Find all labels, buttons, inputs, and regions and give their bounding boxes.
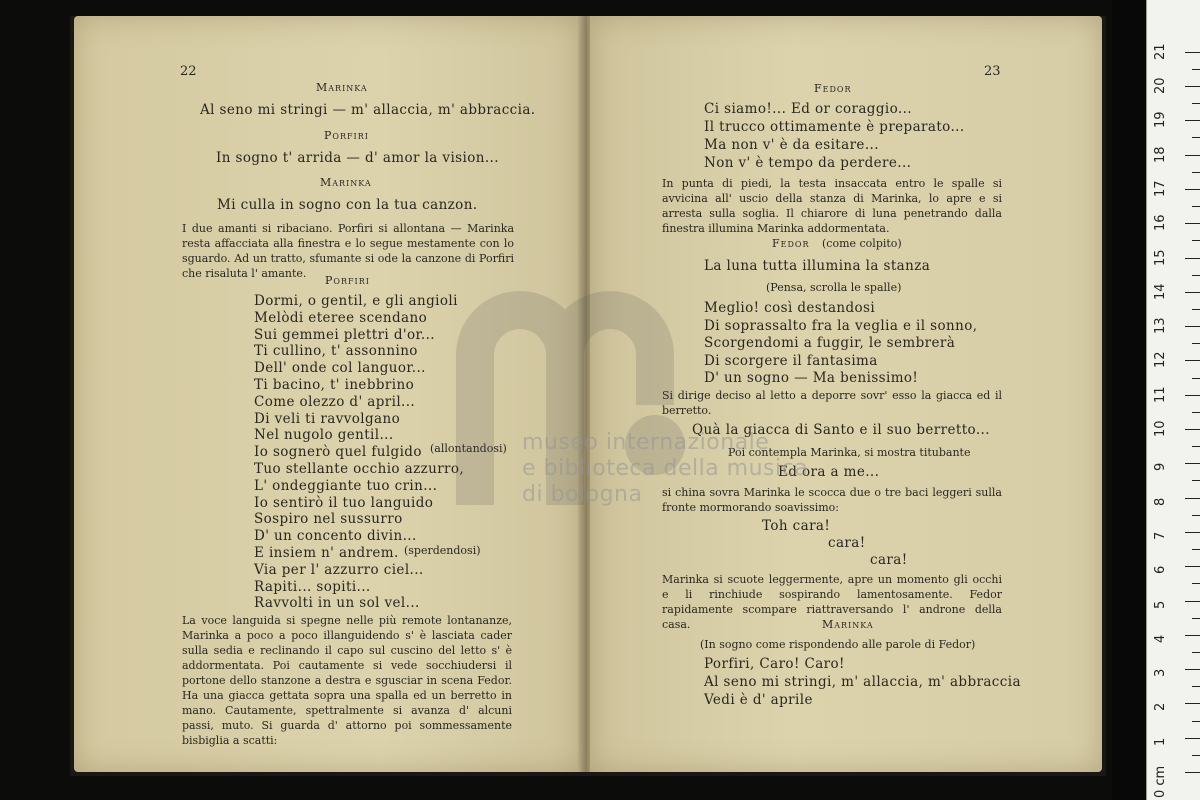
ruler-tick <box>1185 258 1200 259</box>
ruler-tick <box>1192 583 1200 584</box>
ruler-number: 14 <box>1153 283 1168 300</box>
ruler-number: 4 <box>1153 634 1168 643</box>
ruler-tick <box>1185 223 1200 224</box>
measurement-ruler <box>1146 0 1200 800</box>
ruler-tick <box>1185 395 1200 396</box>
stage-direction: Marinka si scuote leggermente, apre un momento gli occhi e li rinchiude sospirando lamentosamente. Fedor rapidamente scompare riattraversando l' androne della casa. <box>662 573 1002 631</box>
ruler-tick <box>1192 137 1200 138</box>
stage-direction: si china sovra Marinka le scocca due o tre baci leggeri sulla fronte mormorando soavissimo: <box>662 486 1002 514</box>
verse-line: Io sentirò il tuo languido <box>254 494 434 511</box>
ruler-tick <box>1185 635 1200 636</box>
verse-line: Ed ora a me... <box>778 464 880 480</box>
speaker-name: Marinka <box>320 176 372 189</box>
stage-direction: La voce languida si spegne nelle più remote lontananze, Marinka a poco a poco illanguidendo s' è lasciata cader sulla sedia e reclinando il capo sul cuscino del letto s' è addormentata. Poi cautamente si vede socchiudersi il portone dello stanzone a destra e sgusciar in scena Fedor. Ha una giacca gettata sopra una spalla ed un berretto in mano. Cautamente, spettralmente si avanza d' alcuni passi, muto. Si guarda d' attorno poi sommessamente bisbiglia a scatti: <box>182 614 512 747</box>
ruler-number: 9 <box>1153 463 1168 472</box>
ruler-number: 15 <box>1153 248 1168 266</box>
verse-line: Meglio! così destandosi <box>704 300 876 316</box>
verse-line: Nel nugolo gentil... <box>254 427 394 444</box>
verse-line: Quà la giacca di Santo e il suo berretto... <box>692 422 990 438</box>
ruler-tick <box>1192 755 1200 756</box>
ruler-tick <box>1192 652 1200 653</box>
ruler-tick <box>1192 103 1200 104</box>
verse-line: Io sognerò quel fulgido <box>254 444 422 461</box>
ruler-tick <box>1185 566 1200 567</box>
scan-background <box>1112 0 1146 800</box>
ruler-number: 16 <box>1153 214 1168 232</box>
stage-note: (In sogno come rispondendo alle parole di Fedor) <box>700 638 976 651</box>
verse-line: Non v' è tempo da perdere... <box>704 155 912 171</box>
verse-line: Ci siamo!... Ed or coraggio... <box>704 101 912 117</box>
right-page <box>590 16 1102 772</box>
verse-line: Mi culla in sogno con la tua canzon. <box>217 197 478 213</box>
verse-line: Al seno mi stringi, m' allaccia, m' abbraccia <box>704 674 1021 690</box>
ruler-number: 3 <box>1153 668 1168 678</box>
ruler-tick <box>1185 189 1200 190</box>
stage-note: (Pensa, scrolla le spalle) <box>766 281 902 294</box>
verse-line: Ma non v' è da esitare... <box>704 137 879 153</box>
ruler-tick <box>1185 360 1200 361</box>
speaker-name: Fedor <box>772 237 810 250</box>
ruler-tick <box>1192 721 1200 722</box>
ruler-number: 8 <box>1153 497 1168 506</box>
ruler-tick <box>1185 463 1200 464</box>
watermark-text: di bologna <box>522 482 643 507</box>
speaker-name: Marinka <box>316 81 368 94</box>
ruler-number: 10 <box>1153 420 1168 437</box>
ruler-tick <box>1192 618 1200 619</box>
ruler-tick <box>1192 378 1200 379</box>
verse-line: Vedi è d' aprile <box>704 692 813 708</box>
stage-direction: Si dirige deciso al letto a deporre sovr' esso la giacca ed il berretto. <box>662 389 1002 417</box>
ruler-number: 12 <box>1153 351 1168 369</box>
verse-line: La luna tutta illumina la stanza <box>704 258 931 274</box>
verse-line: In sogno t' arrida — d' amor la vision... <box>216 150 499 166</box>
ruler-tick <box>1185 86 1200 87</box>
ruler-tick <box>1185 52 1200 53</box>
speaker-name: Porfiri <box>325 274 370 287</box>
ruler-number: 5 <box>1153 600 1168 609</box>
verse-line: Ti bacino, t' inebbrino <box>254 377 415 393</box>
ruler-number: 17 <box>1153 180 1168 197</box>
verse-line: Rapiti... sopiti... <box>254 578 371 595</box>
verse-line: Ti cullino, t' assonnino <box>254 343 418 360</box>
ruler-tick <box>1185 738 1200 739</box>
verse-line: Sospiro nel sussurro <box>254 511 403 528</box>
stage-direction: I due amanti si ribaciano. Porfiri si allontana — Marinka resta affacciata alla finestra e lo segue mestamente con lo sguardo. Ad un tratto, sfumante si ode la canzone di Porfiri che risaluta l' amante. <box>182 222 514 280</box>
speaker-name: Porfiri <box>324 129 369 142</box>
page-number: 22 <box>180 64 197 79</box>
verse-line: Di scorgere il fantasima <box>704 352 878 369</box>
ruler-tick <box>1192 206 1200 207</box>
ruler-tick <box>1185 292 1200 293</box>
verse-line: Di veli ti ravvolgano <box>254 410 401 427</box>
ruler-number: 11 <box>1153 386 1168 403</box>
verse-line: L' ondeggiante tuo crin... <box>254 477 438 494</box>
ruler-tick <box>1192 240 1200 241</box>
ruler-tick <box>1185 326 1200 327</box>
ruler-tick <box>1192 343 1200 344</box>
ruler-tick <box>1192 69 1200 70</box>
verse-line: E insiem n' andrem. <box>254 545 399 561</box>
verse-line: Tuo stellante occhio azzurro, <box>254 461 465 477</box>
verse-line: Di soprassalto fra la veglia e il sonno, <box>704 317 978 334</box>
ruler-number: 13 <box>1153 317 1168 335</box>
ruler-tick <box>1185 601 1200 602</box>
ruler-number: 18 <box>1153 146 1168 163</box>
ruler-number: 21 <box>1153 43 1168 60</box>
verse-line: Il trucco ottimamente è preparato... <box>704 119 965 135</box>
verse-line: Sui gemmei plettri d'or... <box>254 326 435 343</box>
ruler-tick <box>1192 686 1200 687</box>
ruler-tick <box>1192 275 1200 276</box>
verse-line: Scorgendomi a fuggir, le sembrerà <box>704 335 956 351</box>
verse-line: Al seno mi stringi — m' allaccia, m' abbraccia. <box>200 102 536 118</box>
verse-line: Via per l' azzurro ciel... <box>254 561 424 578</box>
ruler-tick <box>1185 772 1200 773</box>
verse-line: Ravvolti in un sol vel... <box>254 595 420 612</box>
ruler-tick <box>1185 532 1200 533</box>
verse-line: Come olezzo d' april... <box>254 393 416 410</box>
ruler-number: 6 <box>1153 565 1168 575</box>
ruler-number: 7 <box>1153 531 1168 540</box>
aside-note: (allontandosi) <box>430 442 507 455</box>
stage-direction: Poi contempla Marinka, si mostra titubante <box>728 446 971 459</box>
ruler-tick <box>1185 429 1200 430</box>
speaker-name: Fedor <box>814 82 852 95</box>
left-page <box>74 16 582 772</box>
verse-line: D' un sogno — Ma benissimo! <box>704 370 919 386</box>
stage-direction: In punta di piedi, la testa insaccata entro le spalle si avvicina all' uscio della stanza di Marinka, lo apre e si arresta sulla soglia. Il chiarore di luna penetrando dalla finestra illumina Marinka addormentata. <box>662 177 1002 235</box>
ruler-unit: 0 cm <box>1153 765 1168 798</box>
ruler-tick <box>1185 669 1200 670</box>
ruler-tick <box>1192 412 1200 413</box>
verse-line: Melòdi eteree scendano <box>254 309 428 326</box>
ruler-tick <box>1192 172 1200 173</box>
ruler-tick <box>1192 515 1200 516</box>
ruler-number: 19 <box>1153 111 1168 129</box>
speaker-name: Marinka <box>822 618 874 631</box>
ruler-number: 2 <box>1153 703 1168 712</box>
ruler-tick <box>1192 309 1200 310</box>
ruler-tick <box>1185 120 1200 121</box>
aside-note: (sperdendosi) <box>404 544 481 557</box>
ruler-number: 20 <box>1153 77 1168 94</box>
ruler-tick <box>1185 155 1200 156</box>
open-book <box>70 16 1106 776</box>
verse-line: cara! <box>828 535 866 551</box>
watermark-text: e biblioteca della musica <box>522 456 809 481</box>
ruler-tick <box>1185 703 1200 704</box>
page-number: 23 <box>984 64 1001 79</box>
verse-line: Porfiri, Caro! Caro! <box>704 656 845 672</box>
verse-line: Toh cara! <box>762 518 831 534</box>
ruler-tick <box>1192 480 1200 481</box>
verse-line: D' un concento divin... <box>254 528 417 545</box>
ruler-tick <box>1192 549 1200 550</box>
ruler-tick <box>1185 498 1200 499</box>
verse-line: Dormi, o gentil, e gli angioli <box>254 293 458 309</box>
watermark-text: museo internazionale <box>522 430 770 455</box>
ruler-tick <box>1192 446 1200 447</box>
ruler-number: 1 <box>1153 737 1168 746</box>
verse-line: cara! <box>870 552 908 568</box>
verse-line: Dell' onde col languor... <box>254 360 426 377</box>
speaker-note: (come colpito) <box>822 237 902 250</box>
